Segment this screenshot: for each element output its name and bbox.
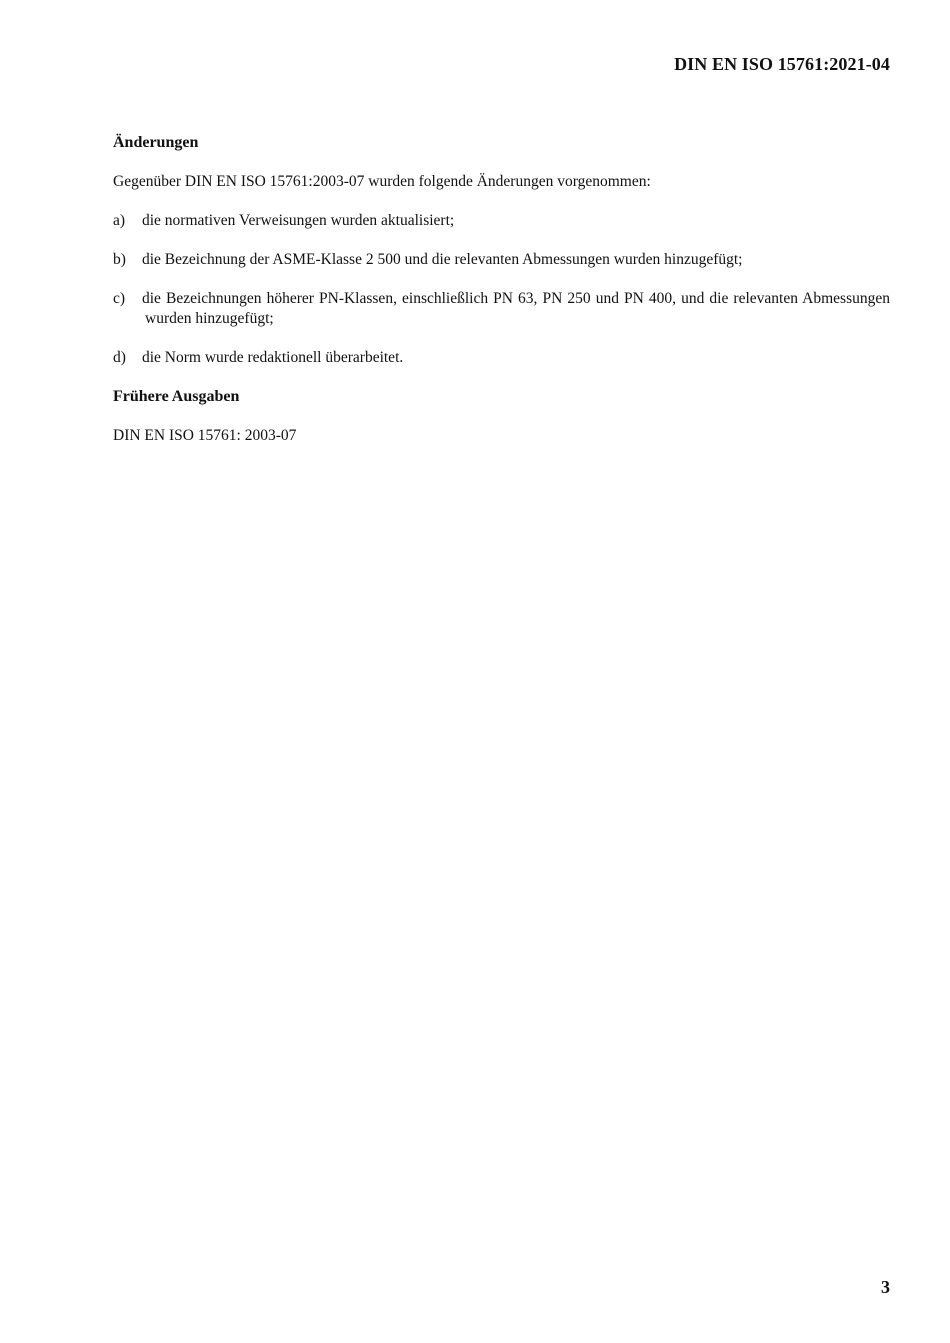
list-item (113, 289, 890, 329)
list-item-text: die Bezeichnungen höherer PN-Klassen, einschließlich PN 63, PN 250 und PN 400, und die relevanten Abmessungen wurden hinzugefügt; (142, 290, 890, 327)
list-item (113, 250, 890, 270)
changes-intro: Gegenüber DIN EN ISO 15761:2003-07 wurden folgende Änderungen vorgenommen: (113, 173, 651, 190)
list-marker: a) (113, 212, 126, 229)
document-header-id: DIN EN ISO 15761:2021-04 (674, 54, 890, 74)
changes-heading: Änderungen (113, 134, 199, 151)
previous-edition-text: DIN EN ISO 15761: 2003-07 (113, 427, 297, 444)
list-marker: d) (113, 349, 126, 366)
document-body (113, 133, 890, 462)
list-marker: c) (113, 290, 126, 307)
list-item-text: die Norm wurde redaktionell überarbeitet. (142, 349, 404, 366)
previous-editions-heading: Frühere Ausgaben (113, 388, 240, 405)
changes-list (113, 211, 890, 368)
list-item (113, 211, 890, 231)
list-item-text: die normativen Verweisungen wurden aktualisiert; (142, 212, 455, 229)
list-item (113, 348, 890, 368)
list-item-text: die Bezeichnung der ASME-Klasse 2 500 und die relevanten Abmessungen wurden hinzugefügt; (142, 251, 743, 268)
page-number: 3 (881, 1277, 890, 1297)
list-marker: b) (113, 251, 126, 268)
